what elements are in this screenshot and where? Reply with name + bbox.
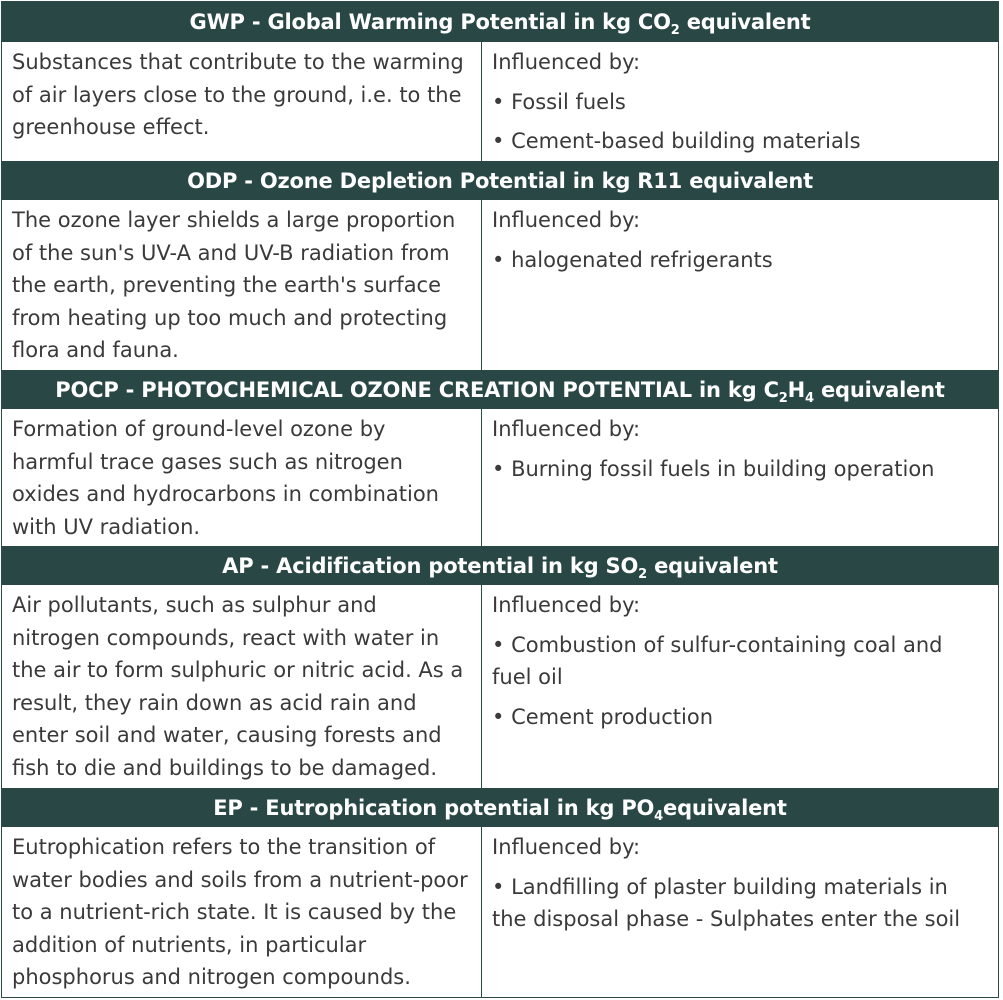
- section-header-gwp: [2, 2, 998, 42]
- description-cell: The ozone layer shields a large proportion of the sun's UV-A and UV-B radiation from the earth, preventing the earth's surface from heating up too much and protecting flora and fauna.: [2, 200, 482, 370]
- influenced-by-label: Influenced by:: [492, 208, 641, 232]
- influenced-by-label: Influenced by:: [492, 417, 641, 441]
- description-cell: Air pollutants, such as sulphur and nitrogen compounds, react with water in the air to form sulphuric or nitric acid. As a result, they rain down as acid rain and enter soil and water, causing forests and fish to die and buildings to be damaged.: [2, 585, 482, 788]
- impact-categories-table: [1, 1, 999, 998]
- influence-cell: [482, 42, 998, 161]
- section-header-pocp: [2, 370, 998, 409]
- influence-list: [492, 244, 988, 277]
- section-row-ap: [2, 585, 998, 788]
- list-item: • Burning fossil fuels in building operation: [492, 453, 988, 486]
- influenced-by-label: Influenced by:: [492, 835, 641, 859]
- influence-list: [492, 86, 988, 158]
- list-item: • halogenated refrigerants: [492, 244, 988, 277]
- section-header-odp: [2, 161, 998, 200]
- section-row-odp: [2, 200, 998, 370]
- description-cell: Substances that contribute to the warming of air layers close to the ground, i.e. to the greenhouse effect.: [2, 42, 482, 161]
- list-item: • Cement-based building materials: [492, 125, 988, 158]
- section-row-pocp: [2, 409, 998, 546]
- section-row-ep: [2, 827, 998, 997]
- influence-cell: [482, 409, 998, 546]
- list-item: • Combustion of sulfur-containing coal and fuel oil: [492, 629, 988, 694]
- header-text: AP - Acidification potential in kg $SO_2$ equivalent: [222, 553, 778, 582]
- section-row-gwp: [2, 42, 998, 161]
- list-item: • Cement production: [492, 701, 988, 734]
- section-header-ep: [2, 788, 998, 827]
- header-text: ODP - Ozone Depletion Potential in kg R11 equivalent: [187, 168, 813, 193]
- list-item: • Fossil fuels: [492, 86, 988, 119]
- influence-cell: [482, 200, 998, 370]
- list-item: • Landfilling of plaster building materials in the disposal phase - Sulphates enter the soil: [492, 871, 988, 936]
- description-cell: Formation of ground-level ozone by harmful trace gases such as nitrogen oxides and hydrocarbons in combination with UV radiation.: [2, 409, 482, 546]
- section-header-ap: [2, 546, 998, 585]
- influence-list: [492, 629, 988, 734]
- influenced-by-label: Influenced by:: [492, 50, 641, 74]
- header-text: EP - Eutrophication potential in kg $PO_4equivalent$: [213, 795, 787, 824]
- influenced-by-label: Influenced by:: [492, 593, 641, 617]
- header-text: POCP - PHOTOCHEMICAL OZONE CREATION POTENTIAL in kg $C_2H_4$ equivalent: [55, 377, 945, 406]
- influence-list: [492, 871, 988, 936]
- description-cell: Eutrophication refers to the transition of water bodies and soils from a nutrient-poor to a nutrient-rich state. It is caused by the addition of nutrients, in particular phosphorus and nitrogen compounds.: [2, 827, 482, 997]
- influence-cell: [482, 585, 998, 788]
- influence-list: [492, 453, 988, 486]
- header-text: GWP - Global Warming Potential in kg $CO_2$ equivalent: [189, 10, 811, 38]
- influence-cell: [482, 827, 998, 997]
